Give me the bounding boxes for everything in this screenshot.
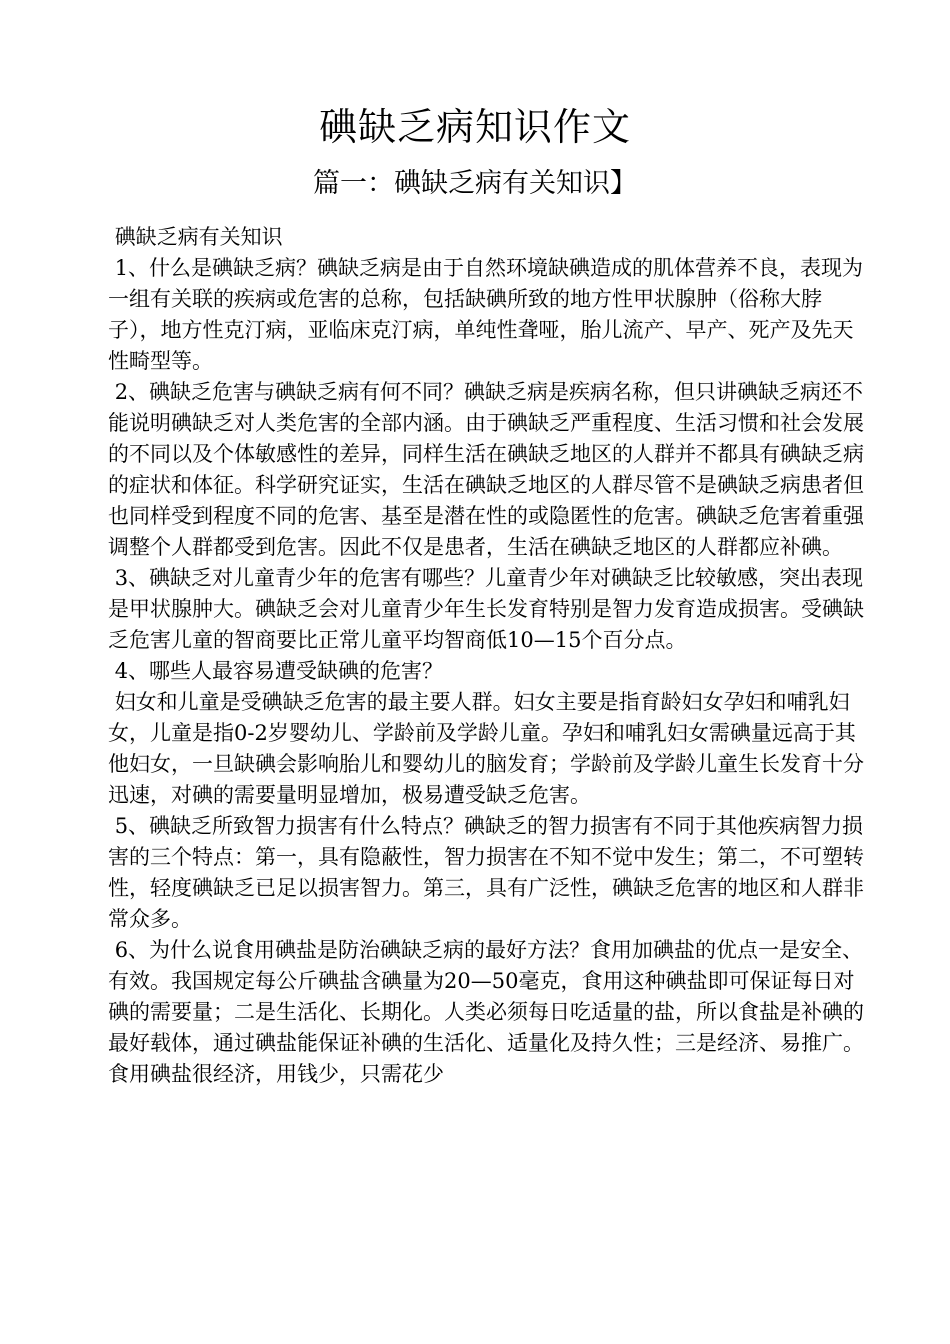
document-subtitle: 篇一：碘缺乏病有关知识】	[313, 168, 637, 199]
paragraph-q3: 3、碘缺乏对儿童青少年的危害有哪些？儿童青少年对碘缺乏比较敏感，突出表现是甲状腺肿大。碘缺乏会对儿童青少年生长发育特别是智力发育造成损害。受碘缺乏危害儿童的智商要比正常儿童平均智商低10—15个百分点。	[108, 566, 864, 652]
paragraph-q1: 1、什么是碘缺乏病？碘缺乏病是由于自然环境缺碘造成的肌体营养不良，表现为一组有关联的疾病或危害的总称，包括缺碘所致的地方性甲状腺肿（俗称大脖子），地方性克汀病，亚临床克汀病，单纯性聋哑，胎儿流产、早产、死产及先天性畸型等。	[108, 256, 864, 373]
paragraph-q4: 4、哪些人最容易遭受缺碘的危害？	[108, 659, 444, 683]
paragraph-q6: 6、为什么说食用碘盐是防治碘缺乏病的最好方法？食用加碘盐的优点一是安全、有效。我国规定每公斤碘盐含碘量为20—50毫克，食用这种碘盐即可保证每日对碘的需要量；二是生活化、长期化。人类必须每日吃适量的盐，所以食盐是补碘的最好载体，通过碘盐能保证补碘的生活化、适量化及持久性；三是经济、易推广。食用碘盐很经济，用钱少，只需花少	[108, 938, 864, 1086]
document-title: 碘缺乏病知识作文	[318, 105, 631, 149]
paragraph-heading: 碘缺乏病有关知识	[108, 225, 283, 249]
document-body	[108, 222, 868, 1090]
paragraph-q5: 5、碘缺乏所致智力损害有什么特点？碘缺乏的智力损害有不同于其他疾病智力损害的三个特点：第一，具有隐蔽性，智力损害在不知不觉中发生；第二，不可塑转性，轻度碘缺乏已足以损害智力。第三，具有广泛性，碘缺乏危害的地区和人群非常众多。	[108, 814, 864, 931]
paragraph-q2: 2、碘缺乏危害与碘缺乏病有何不同？碘缺乏病是疾病名称，但只讲碘缺乏病还不能说明碘缺乏对人类危害的全部内涵。由于碘缺乏严重程度、生活习惯和社会发展的不同以及个体敏感性的差异，同样生活在碘缺乏地区的人群并不都具有碘缺乏病的症状和体征。科学研究证实，生活在碘缺乏地区的人群尽管不是碘缺乏病患者但也同样受到程度不同的危害、基至是潜在性的或隐匿性的危害。碘缺乏危害着重强调整个人群都受到危害。因此不仅是患者，生活在碘缺乏地区的人群都应补碘。	[108, 380, 864, 559]
paragraph-q4-answer: 妇女和儿童是受碘缺乏危害的最主要人群。妇女主要是指育龄妇女孕妇和哺乳妇女，儿童是指0-2岁婴幼儿、学龄前及学龄儿童。孕妇和哺乳妇女需碘量远高于其他妇女，一旦缺碘会影响胎儿和婴幼儿的脑发育；学龄前及学龄儿童生长发育十分迅速，对碘的需要量明显增加，极易遭受缺乏危害。	[108, 690, 864, 807]
